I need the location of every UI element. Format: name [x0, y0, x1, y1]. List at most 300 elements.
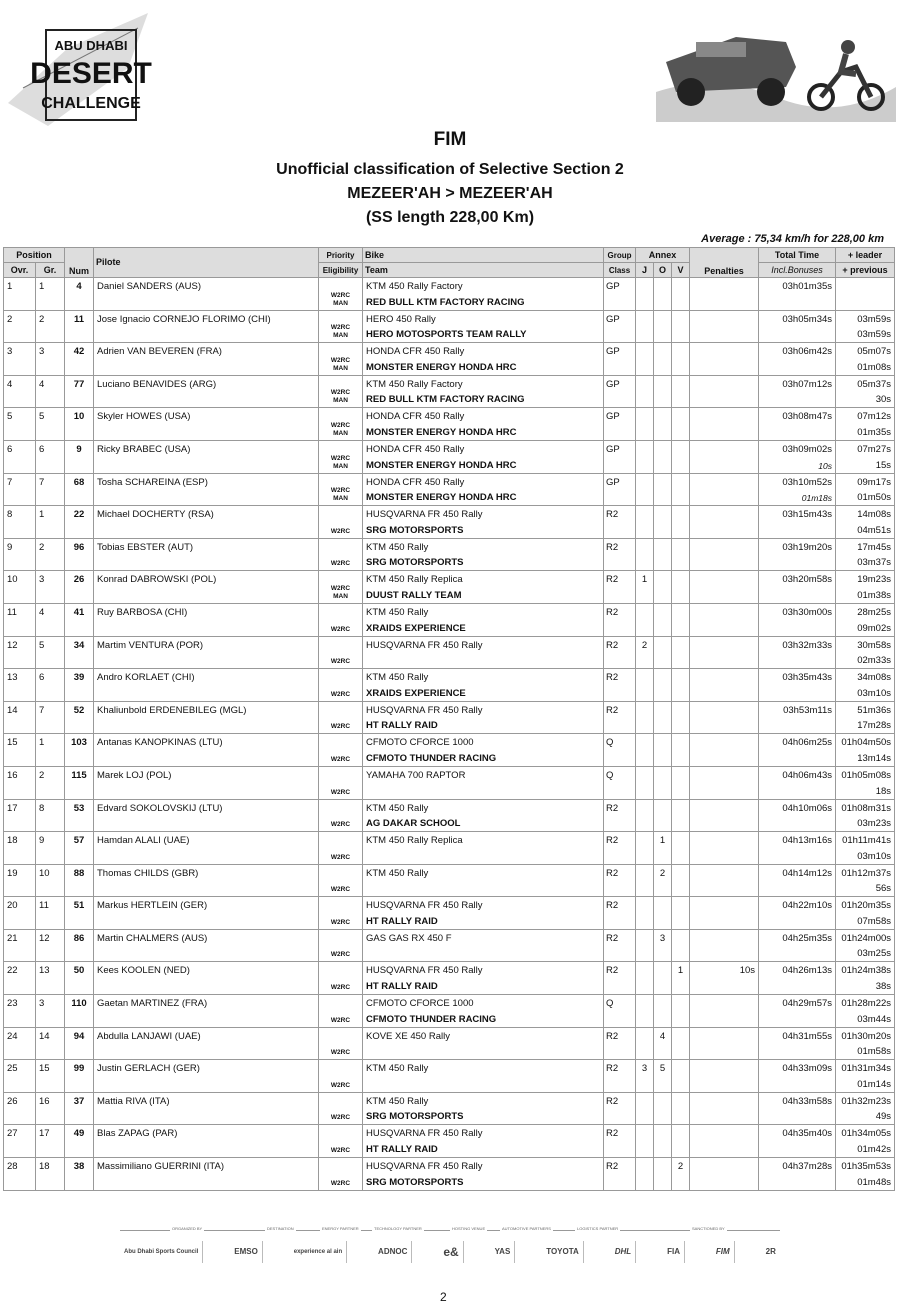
annex-j-cell	[636, 278, 654, 311]
ovr-cell	[4, 408, 36, 441]
table-row	[4, 343, 895, 376]
classification-title: Unofficial classification of Selective Section 2	[276, 161, 624, 178]
num-value: 11	[73, 313, 85, 325]
annex-v-cell	[672, 734, 690, 767]
annex-j-cell	[636, 929, 654, 962]
annex-v-cell	[672, 310, 690, 343]
eligibility-value	[319, 756, 362, 764]
annex-j-cell	[636, 799, 654, 832]
eligibility-w2rc: W2RC	[330, 951, 351, 959]
ovr-value: 27	[7, 1128, 18, 1140]
gap-cell	[836, 962, 895, 995]
team-name: MONSTER ENERGY HONDA HRC	[366, 492, 517, 504]
ovr-value: 28	[7, 1161, 18, 1173]
previous-gap: 03m23s	[857, 818, 892, 830]
team-name: SRG MOTORSPORTS	[366, 557, 464, 569]
num-value: 34	[73, 639, 85, 651]
eligibility-man: MAN	[333, 332, 348, 340]
route-title: MEZEER'AH > MEZEER'AH	[347, 185, 553, 202]
gr-cell	[36, 962, 65, 995]
ovr-cell	[4, 343, 36, 376]
ovr-value: 1	[7, 281, 13, 292]
gr-cell	[36, 603, 65, 636]
previous-gap: 01m14s	[857, 1078, 892, 1090]
eligibility-w2rc: W2RC	[330, 723, 351, 731]
annex-j-cell	[636, 375, 654, 408]
team-name: SRG MOTORSPORTS	[366, 1176, 464, 1188]
gr-cell	[36, 636, 65, 669]
eligibility-man: MAN	[333, 429, 348, 437]
num-cell	[65, 440, 94, 473]
annex-v-cell	[672, 1092, 690, 1125]
previous-gap: 01m35s	[857, 426, 892, 438]
annex-j-cell	[636, 962, 654, 995]
class-value: Q	[606, 769, 614, 781]
annex-j-cell	[636, 473, 654, 506]
gr-value: 11	[39, 900, 49, 912]
annex-j-cell	[636, 995, 654, 1028]
num-cell	[65, 408, 94, 441]
annex-v-cell	[672, 506, 690, 539]
ovr-value: 18	[7, 835, 18, 847]
class-value: GP	[606, 411, 620, 423]
eligibility-value	[319, 324, 362, 340]
penalties-cell	[690, 343, 759, 376]
num-value: 38	[73, 1161, 85, 1173]
class-cell	[604, 734, 636, 767]
previous-gap: 09m02s	[857, 622, 892, 634]
eligibility-cell	[319, 962, 363, 995]
gr-value: 1	[39, 509, 45, 521]
ovr-cell	[4, 995, 36, 1028]
bike-name: CFMOTO CFORCE 1000	[366, 737, 474, 749]
gr-cell	[36, 1158, 65, 1191]
eligibility-value	[319, 585, 362, 601]
eligibility-cell	[319, 506, 363, 539]
footer-caption: ENERGY PARTNER	[322, 1226, 359, 1231]
annex-o-value: 3	[659, 932, 666, 944]
leader-gap: 01h04m50s	[841, 737, 892, 749]
gap-cell	[836, 734, 895, 767]
bike-name: KOVE XE 450 Rally	[366, 1030, 450, 1042]
class-value: R2	[606, 704, 619, 716]
leader-gap: 19m23s	[857, 574, 892, 586]
num-value: 49	[73, 1128, 85, 1140]
bike-team-cell	[363, 766, 604, 799]
annex-o-cell	[654, 766, 672, 799]
pilote-name: Massimiliano GUERRINI (ITA)	[97, 1161, 225, 1173]
eligibility-cell	[319, 1060, 363, 1093]
ovr-cell	[4, 962, 36, 995]
ovr-cell	[4, 636, 36, 669]
annex-o-value: 4	[659, 1030, 666, 1042]
leader-gap: 01h11m41s	[842, 835, 892, 847]
bike-name: KTM 450 Rally Factory	[366, 281, 463, 292]
leader-gap: 14m08s	[857, 509, 892, 521]
ovr-value: 24	[7, 1030, 18, 1042]
total-time-cell	[759, 1092, 836, 1125]
team-name: SRG MOTORSPORTS	[366, 524, 464, 536]
eligibility-cell	[319, 310, 363, 343]
class-value: R2	[606, 639, 619, 651]
total-time-cell	[759, 440, 836, 473]
bike-team-cell	[363, 864, 604, 897]
pilote-name: Mattia RIVA (ITA)	[97, 1095, 170, 1107]
table-row	[4, 1027, 895, 1060]
num-value: 37	[73, 1095, 85, 1107]
eligibility-cell	[319, 1027, 363, 1060]
class-value: R2	[606, 1063, 619, 1075]
ovr-cell	[4, 832, 36, 865]
num-cell	[65, 929, 94, 962]
penalties-cell	[690, 1125, 759, 1158]
num-value: 53	[73, 802, 85, 814]
total-time-value: 03h30m00s	[782, 606, 833, 618]
ovr-value: 17	[7, 802, 18, 814]
ovr-cell	[4, 1027, 36, 1060]
eligibility-w2rc: W2RC	[330, 454, 351, 462]
annex-j-value: 1	[641, 574, 648, 586]
class-value: R2	[606, 900, 619, 912]
previous-gap: 56s	[875, 883, 892, 895]
gr-header: Gr.	[36, 263, 65, 278]
penalties-cell	[690, 440, 759, 473]
eligibility-w2rc: W2RC	[330, 1049, 351, 1057]
total-time-value: 04h22m10s	[782, 900, 833, 912]
pilote-cell	[94, 636, 319, 669]
eligibility-value	[319, 658, 362, 666]
ovr-value: 21	[7, 932, 18, 944]
table-row	[4, 310, 895, 343]
class-cell	[604, 701, 636, 734]
annex-v-cell	[672, 1027, 690, 1060]
annex-j-cell	[636, 571, 654, 604]
table-row	[4, 538, 895, 571]
eligibility-cell	[319, 864, 363, 897]
bike-name: YAMAHA 700 RAPTOR	[366, 769, 466, 781]
eligibility-cell	[319, 799, 363, 832]
gr-value: 18	[39, 1161, 50, 1173]
class-cell	[604, 995, 636, 1028]
pilote-name: Thomas CHILDS (GBR)	[97, 867, 199, 879]
ovr-value: 12	[7, 639, 18, 651]
num-cell	[65, 897, 94, 930]
table-row	[4, 734, 895, 767]
penalties-cell	[690, 538, 759, 571]
previous-gap: 03m37s	[857, 557, 892, 569]
pilote-name: Abdulla LANJAWI (UAE)	[97, 1030, 201, 1042]
pilote-cell	[94, 1092, 319, 1125]
annex-o-cell	[654, 1027, 672, 1060]
sponsor-logo: YAS	[491, 1241, 516, 1263]
class-cell	[604, 571, 636, 604]
total-time-value: 03h15m43s	[782, 509, 833, 521]
gr-cell	[36, 799, 65, 832]
gr-cell	[36, 375, 65, 408]
class-value: R2	[606, 1128, 619, 1140]
class-cell	[604, 897, 636, 930]
leader-gap: 01h32m23s	[841, 1095, 892, 1107]
previous-gap: 01m38s	[857, 589, 892, 601]
ovr-value: 3	[7, 346, 13, 358]
eligibility-cell	[319, 1092, 363, 1125]
previous-gap: 03m10s	[857, 850, 892, 862]
total-time-value: 03h07m12s	[782, 378, 833, 390]
total-time-value: 04h14m12s	[782, 867, 833, 879]
position-header: Position	[4, 248, 65, 263]
bike-name: HONDA CFR 450 Rally	[366, 476, 465, 488]
leader-gap: 01h24m00s	[841, 932, 892, 944]
num-value: 77	[73, 378, 85, 390]
eligibility-cell	[319, 603, 363, 636]
table-row	[4, 864, 895, 897]
org-title: FIM	[433, 129, 467, 150]
pilote-cell	[94, 473, 319, 506]
annex-v-cell	[672, 897, 690, 930]
table-row	[4, 701, 895, 734]
ovr-cell	[4, 897, 36, 930]
num-value: 103	[71, 737, 87, 749]
annex-o-cell	[654, 310, 672, 343]
gap-cell	[836, 864, 895, 897]
annex-j-cell	[636, 734, 654, 767]
eligibility-cell	[319, 375, 363, 408]
ovr-value: 22	[7, 965, 18, 977]
leader-gap: 51m36s	[857, 704, 892, 716]
pilote-name: Hamdan ALALI (UAE)	[97, 835, 190, 847]
gr-value: 17	[39, 1128, 50, 1140]
annex-o-cell	[654, 864, 672, 897]
eligibility-w2rc: W2RC	[330, 658, 351, 666]
annex-j-cell	[636, 603, 654, 636]
ovr-cell	[4, 375, 36, 408]
bike-name: KTM 450 Rally	[366, 867, 429, 879]
annex-j-cell	[636, 701, 654, 734]
logo-line2: DESERT	[30, 57, 152, 90]
total-time-value: 03h35m43s	[782, 672, 833, 684]
num-cell	[65, 962, 94, 995]
total-time-cell	[759, 538, 836, 571]
gr-value: 1	[39, 281, 45, 292]
total-time-value: 04h33m09s	[782, 1063, 833, 1075]
gr-value: 2	[39, 541, 45, 553]
eligibility-w2rc: W2RC	[330, 821, 351, 829]
total-time-value: 04h13m16s	[782, 835, 833, 847]
pilote-name: Andro KORLAET (CHI)	[97, 672, 195, 684]
ovr-cell	[4, 929, 36, 962]
ovr-value: 15	[7, 737, 18, 749]
gr-cell	[36, 440, 65, 473]
ovr-value: 8	[7, 509, 13, 521]
num-cell	[65, 473, 94, 506]
bonus-value: 10s	[818, 460, 833, 471]
class-value: R2	[606, 1161, 619, 1173]
total-time-cell	[759, 701, 836, 734]
table-row	[4, 1158, 895, 1191]
gr-cell	[36, 995, 65, 1028]
annex-j-header: J	[636, 263, 654, 278]
annex-v-cell	[672, 995, 690, 1028]
ovr-cell	[4, 669, 36, 702]
eligibility-w2rc: W2RC	[330, 853, 351, 861]
bike-name: HUSQVARNA FR 450 Rally	[366, 900, 483, 912]
num-value: 94	[73, 1030, 85, 1042]
class-cell	[604, 1125, 636, 1158]
eligibility-value	[319, 691, 362, 699]
penalties-cell	[690, 832, 759, 865]
bike-name: HUSQVARNA FR 450 Rally	[366, 1161, 483, 1173]
class-cell	[604, 408, 636, 441]
num-cell	[65, 1027, 94, 1060]
num-cell	[65, 832, 94, 865]
length-title: (SS length 228,00 Km)	[365, 209, 535, 226]
table-row	[4, 995, 895, 1028]
eligibility-value	[319, 1180, 362, 1188]
ovr-cell	[4, 440, 36, 473]
annex-o-cell	[654, 375, 672, 408]
num-value: 96	[73, 541, 85, 553]
total-time-value: 03h32m33s	[782, 639, 833, 651]
ovr-value: 20	[7, 900, 18, 912]
gap-cell	[836, 669, 895, 702]
sponsor-logo: ADNOC	[374, 1241, 412, 1263]
bike-team-cell	[363, 734, 604, 767]
gap-cell	[836, 571, 895, 604]
total-time-cell	[759, 473, 836, 506]
ovr-value: 14	[7, 704, 18, 716]
footer-caption: SANCTIONED BY	[692, 1226, 725, 1231]
class-value: R2	[606, 965, 619, 977]
class-cell	[604, 799, 636, 832]
gr-value: 15	[39, 1063, 50, 1075]
num-cell	[65, 310, 94, 343]
num-cell	[65, 603, 94, 636]
penalties-cell	[690, 766, 759, 799]
sponsor-logo: experience al ain	[290, 1241, 347, 1263]
ovr-cell	[4, 310, 36, 343]
gr-value: 2	[39, 313, 45, 325]
gr-cell	[36, 571, 65, 604]
num-header: Num	[65, 248, 94, 278]
penalties-cell	[690, 408, 759, 441]
total-time-cell	[759, 1125, 836, 1158]
class-value: Q	[606, 998, 614, 1010]
ovr-cell	[4, 1158, 36, 1191]
ovr-value: 10	[7, 574, 18, 586]
ovr-cell	[4, 473, 36, 506]
num-cell	[65, 669, 94, 702]
class-value: GP	[606, 313, 620, 325]
total-time-value: 04h06m25s	[782, 737, 833, 749]
eligibility-value	[319, 1017, 362, 1025]
class-cell	[604, 473, 636, 506]
pilote-name: Khaliunbold ERDENEBILEG (MGL)	[97, 704, 247, 716]
team-name: SRG MOTORSPORTS	[366, 1111, 464, 1123]
table-row	[4, 375, 895, 408]
annex-o-header: O	[654, 263, 672, 278]
annex-o-cell	[654, 1125, 672, 1158]
pilote-header: Pilote	[94, 248, 319, 278]
annex-j-cell	[636, 1060, 654, 1093]
class-value: R2	[606, 802, 619, 814]
penalties-cell	[690, 571, 759, 604]
pilote-name: Konrad DABROWSKI (POL)	[97, 574, 217, 586]
class-cell	[604, 375, 636, 408]
penalties-cell	[690, 603, 759, 636]
gr-cell	[36, 278, 65, 311]
eligibility-value	[319, 821, 362, 829]
annex-j-cell	[636, 538, 654, 571]
annex-v-cell	[672, 375, 690, 408]
pilote-name: Daniel SANDERS (AUS)	[97, 281, 201, 292]
gr-value: 4	[39, 606, 45, 618]
eligibility-value	[319, 455, 362, 471]
gr-cell	[36, 864, 65, 897]
annex-v-cell	[672, 669, 690, 702]
gr-value: 7	[39, 704, 45, 716]
eligibility-w2rc: W2RC	[330, 584, 351, 592]
leader-gap: 07m27s	[857, 443, 892, 455]
total-time-cell	[759, 343, 836, 376]
leader-gap: 05m07s	[857, 346, 892, 358]
total-time-value: 03h20m58s	[782, 574, 833, 586]
previous-gap: 01m58s	[857, 1046, 892, 1058]
ovr-value: 2	[7, 313, 13, 325]
leader-gap: 01h35m53s	[841, 1161, 892, 1173]
gr-cell	[36, 669, 65, 702]
table-row	[4, 278, 895, 311]
annex-v-cell	[672, 766, 690, 799]
num-value: 57	[73, 835, 85, 847]
team-name: HERO MOTOSPORTS TEAM RALLY	[366, 329, 527, 341]
table-row	[4, 473, 895, 506]
pilote-cell	[94, 929, 319, 962]
eligibility-w2rc: W2RC	[330, 389, 351, 397]
num-value: 26	[73, 574, 85, 586]
gr-cell	[36, 506, 65, 539]
eligibility-value	[319, 984, 362, 992]
annex-j-cell	[636, 897, 654, 930]
annex-o-cell	[654, 995, 672, 1028]
class-value: R2	[606, 835, 619, 847]
gr-value: 6	[39, 443, 45, 455]
table-row	[4, 962, 895, 995]
annex-v-cell	[672, 1060, 690, 1093]
ovr-value: 13	[7, 672, 18, 684]
gr-cell	[36, 766, 65, 799]
penalties-cell	[690, 864, 759, 897]
total-time-cell	[759, 636, 836, 669]
bike-name: KTM 450 Rally Replica	[366, 574, 463, 586]
previous-gap: 01m50s	[857, 492, 892, 504]
eligibility-cell	[319, 734, 363, 767]
total-time-value: 04h26m13s	[782, 965, 833, 977]
eligibility-value	[319, 357, 362, 373]
pilote-cell	[94, 734, 319, 767]
eligibility-w2rc: W2RC	[330, 291, 351, 299]
gap-cell	[836, 375, 895, 408]
table-row	[4, 636, 895, 669]
num-value: 52	[73, 704, 85, 716]
eligibility-w2rc: W2RC	[330, 1147, 351, 1155]
eligibility-w2rc: W2RC	[330, 560, 351, 568]
pilote-name: Martin CHALMERS (AUS)	[97, 932, 208, 944]
previous-gap: 03m59s	[857, 329, 892, 341]
bike-name: KTM 450 Rally	[366, 802, 429, 814]
class-cell	[604, 343, 636, 376]
bike-team-cell	[363, 310, 604, 343]
annex-v-cell	[672, 929, 690, 962]
